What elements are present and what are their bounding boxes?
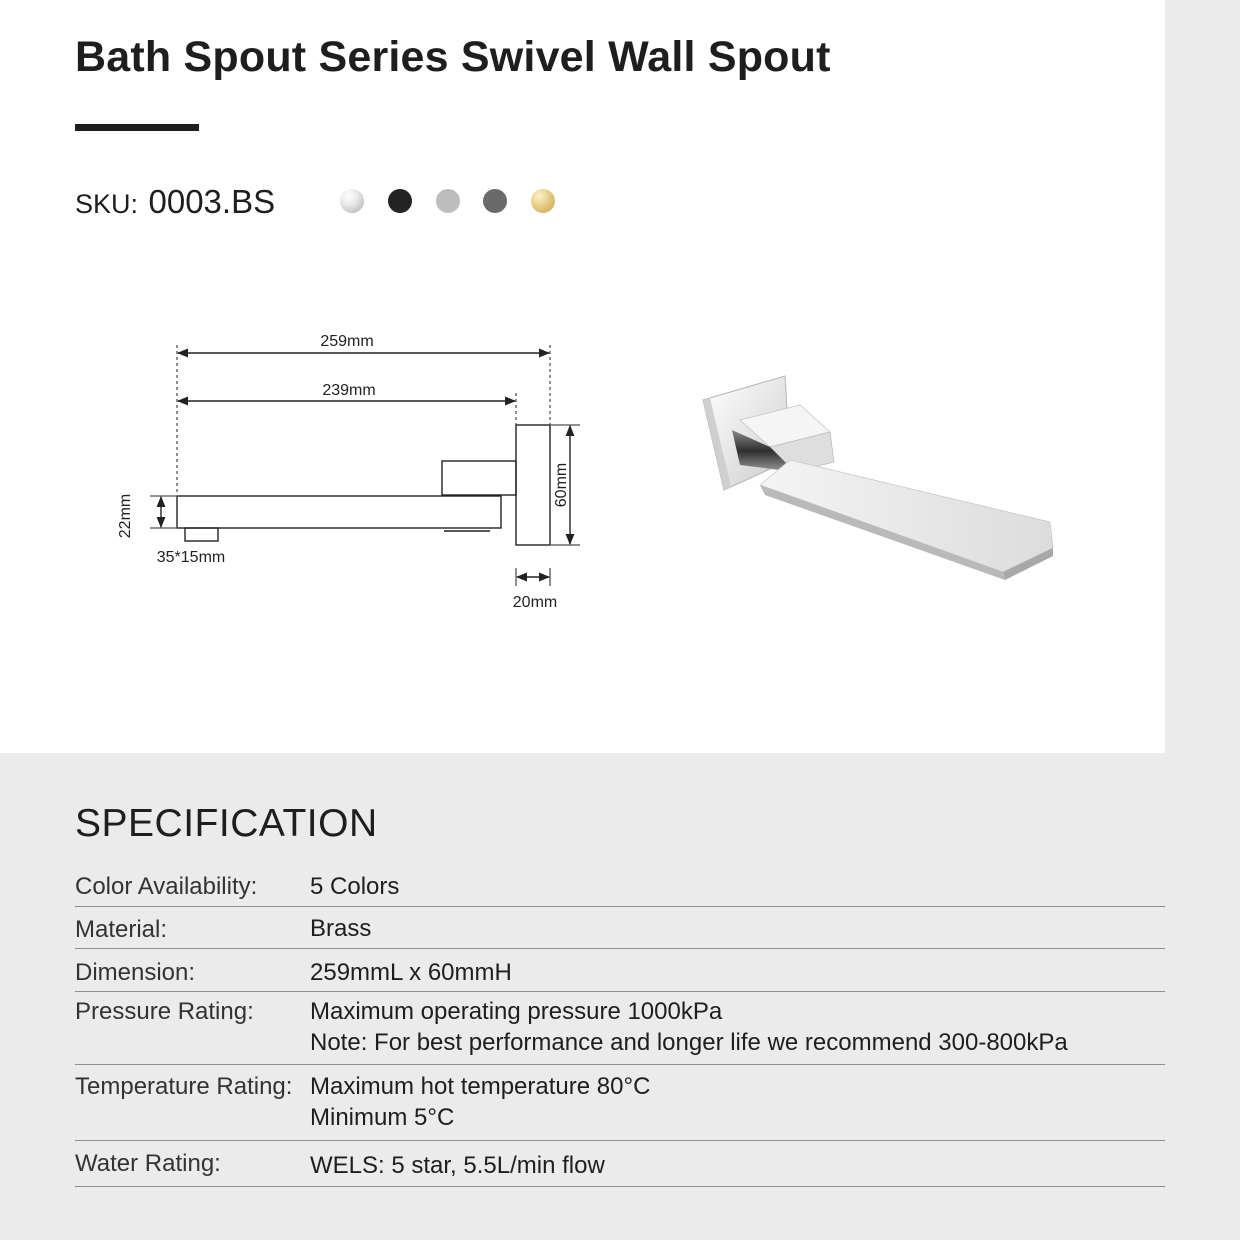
- spec-row-dimension: [75, 949, 1165, 992]
- spec-value: WELS: 5 star, 5.5L/min flow: [310, 1152, 605, 1179]
- swatch-brushed-nickel[interactable]: [436, 189, 460, 213]
- spec-row-temperature-rating: [75, 1065, 1165, 1141]
- spec-value: Brass: [310, 915, 372, 942]
- dim-spout-length: 239mm: [322, 382, 376, 399]
- spec-value: Maximum operating pressure 1000kPa: [310, 998, 723, 1025]
- spec-row-pressure-rating: [75, 992, 1165, 1065]
- dim-spout-height: 22mm: [117, 493, 134, 539]
- spec-label: Material:: [75, 916, 168, 943]
- swatch-gunmetal[interactable]: [483, 189, 507, 213]
- spec-label: Color Availability:: [75, 873, 258, 900]
- spec-label: Dimension:: [75, 959, 196, 986]
- product-title: Bath Spout Series Swivel Wall Spout: [75, 33, 831, 81]
- spec-row-material: [75, 907, 1165, 949]
- spec-value: Maximum hot temperature 80°C: [310, 1073, 651, 1100]
- spec-label: Temperature Rating:: [75, 1073, 293, 1100]
- dim-outlet: 35*15mm: [156, 549, 226, 566]
- product-photo: [690, 360, 1070, 590]
- page-margin-strip: [1165, 0, 1240, 1240]
- swatch-chrome[interactable]: [340, 189, 364, 213]
- sku-label: SKU:: [75, 189, 139, 219]
- title-underline: [75, 124, 199, 131]
- technical-drawing: [100, 310, 600, 630]
- swatch-matte-black[interactable]: [388, 189, 412, 213]
- specification-heading: SPECIFICATION: [75, 802, 378, 845]
- spec-row-color-availability: [75, 868, 1165, 907]
- swatch-brushed-gold[interactable]: [531, 189, 555, 213]
- dim-overall-length: 259mm: [320, 333, 374, 350]
- spec-value-minimum: Minimum 5°C: [310, 1104, 455, 1131]
- sku-line: [75, 183, 275, 221]
- spec-label: Water Rating:: [75, 1150, 221, 1177]
- spec-value: 5 Colors: [310, 873, 400, 900]
- spec-value: 259mmL x 60mmH: [310, 959, 512, 986]
- spec-value-note: Note: For best performance and longer life we recommend 300-800kPa: [310, 1029, 1068, 1056]
- spec-row-water-rating: [75, 1141, 1165, 1187]
- dim-height: 60mm: [553, 462, 570, 508]
- dim-plate-depth: 20mm: [512, 594, 558, 611]
- spec-label: Pressure Rating:: [75, 998, 254, 1025]
- sku-value: 0003.BS: [148, 183, 276, 220]
